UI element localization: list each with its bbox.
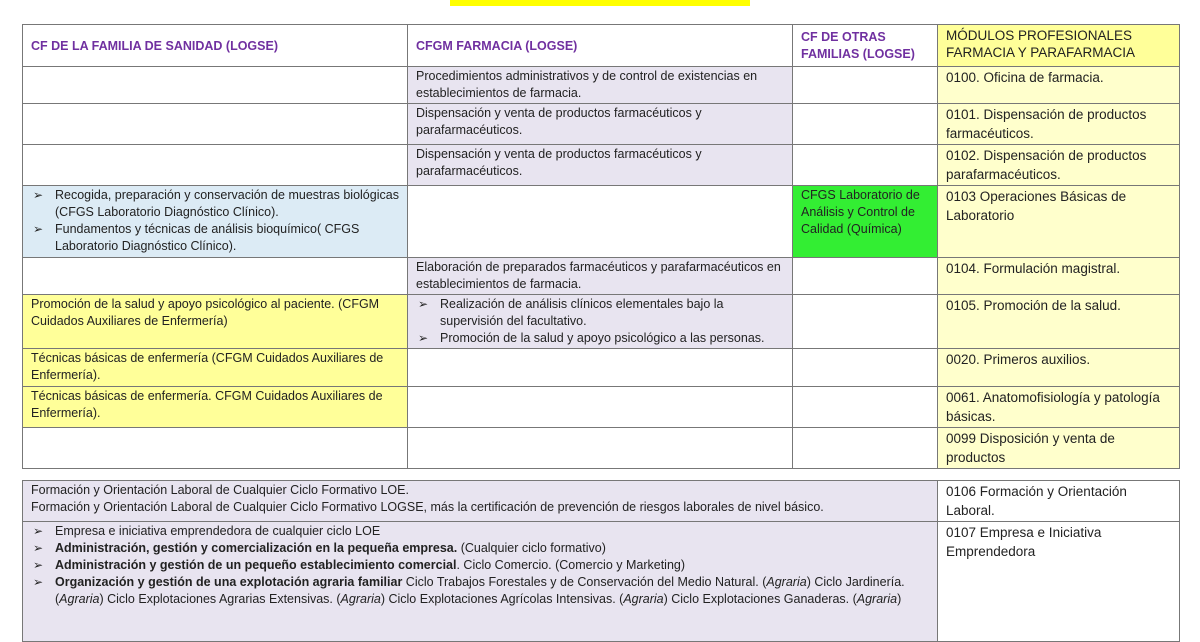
- table-row: [23, 186, 1180, 258]
- header-modulos-line1: MÓDULOS PROFESIONALES: [946, 28, 1133, 43]
- list-item-rest: ) Ciclo Jardinería. (: [55, 575, 905, 606]
- cell-otras: [793, 67, 938, 104]
- cell-otras: CFGS Laboratorio de Análisis y Control de Calidad (Química): [793, 186, 938, 258]
- cell-modulo: 0099 Disposición y venta de productos: [938, 428, 1180, 469]
- cell-farmacia: [408, 349, 793, 387]
- cell-sanidad: Técnicas básicas de enfermería (CFGM Cuidados Auxiliares de Enfermería).: [23, 349, 408, 387]
- list-item-rest: (Cualquier ciclo formativo): [457, 541, 606, 555]
- list-item-rest: ) Ciclo Explotaciones Agrícolas Intensivas. (: [380, 592, 624, 606]
- list-item-bold: Administración y gestión de un pequeño establecimiento comercial: [55, 558, 457, 572]
- cell-modulo: 0107 Empresa e Iniciativa Emprendedora: [938, 522, 1180, 642]
- agraria-label: Agraria: [623, 592, 664, 606]
- table-row: [23, 387, 1180, 428]
- list-item-bold: Administración, gestión y comercialización en la pequeña empresa.: [55, 541, 458, 555]
- list-item: ➢ Fundamentos y técnicas de análisis bioquímico( CFGS Laboratorio Diagnóstico Clínico).: [31, 221, 401, 255]
- cell-sanidad: Promoción de la salud y apoyo psicológico al paciente. (CFGM Cuidados Auxiliares de Enfermería): [23, 295, 408, 349]
- cell-farmacia: Elaboración de preparados farmacéuticos y parafarmacéuticos en establecimientos de farmacia.: [408, 258, 793, 295]
- fol-eie-table: [22, 480, 1180, 642]
- cell-fol-origen: [23, 481, 938, 522]
- list-item-rest: ) Ciclo Explotaciones Ganaderas. (: [663, 592, 857, 606]
- cell-farmacia: [408, 186, 793, 258]
- cell-sanidad: [23, 186, 408, 258]
- table-row: [23, 428, 1180, 469]
- cell-modulo: 0102. Dispensación de productos parafarmacéuticos.: [938, 145, 1180, 186]
- table-row: [23, 349, 1180, 387]
- equivalence-table: [22, 24, 1180, 469]
- cell-sanidad: [23, 428, 408, 469]
- cell-sanidad: [23, 258, 408, 295]
- list-item: ➢ Realización de análisis clínicos elementales bajo la supervisión del facultativo.: [416, 296, 786, 330]
- cell-sanidad: Técnicas básicas de enfermería. CFGM Cuidados Auxiliares de Enfermería).: [23, 387, 408, 428]
- cell-modulo: 0103 Operaciones Básicas de Laboratorio: [938, 186, 1180, 258]
- cell-modulo: 0106 Formación y Orientación Laboral.: [938, 481, 1180, 522]
- list-item: ➢ Promoción de la salud y apoyo psicológico a las personas.: [416, 330, 786, 347]
- cell-sanidad: [23, 104, 408, 145]
- cell-eie-origen: [23, 522, 938, 642]
- header-otras: CF DE OTRAS FAMILIAS (LOGSE): [793, 25, 938, 67]
- cell-otras: [793, 145, 938, 186]
- header-farmacia: CFGM FARMACIA (LOGSE): [408, 25, 793, 67]
- cell-otras: [793, 295, 938, 349]
- cell-farmacia: [408, 295, 793, 349]
- cell-modulo: 0061. Anatomofisiología y patología básicas.: [938, 387, 1180, 428]
- cell-farmacia: Procedimientos administrativos y de control de existencias en establecimientos de farmacia.: [408, 67, 793, 104]
- table-row: [23, 145, 1180, 186]
- cell-sanidad: [23, 145, 408, 186]
- list-item: [31, 557, 931, 574]
- eie-list: [31, 523, 931, 608]
- agraria-label: Agraria: [856, 592, 898, 606]
- table-row: [23, 522, 1180, 642]
- header-sanidad: CF DE LA FAMILIA DE SANIDAD (LOGSE): [23, 25, 408, 67]
- list-item-bold: Organización y gestión de una explotación agraria familiar: [55, 575, 403, 589]
- cell-sanidad: [23, 67, 408, 104]
- fol-line-loe: Formación y Orientación Laboral de Cualquier Ciclo Formativo LOE.: [31, 483, 409, 497]
- agraria-label: Agraria: [340, 592, 381, 606]
- list-item: [31, 574, 931, 608]
- cell-otras: [793, 428, 938, 469]
- cell-farmacia: [408, 428, 793, 469]
- table-row: [23, 104, 1180, 145]
- agraria-label: Agraria: [766, 575, 807, 589]
- agraria-label: Agraria: [59, 592, 100, 606]
- cell-otras: [793, 258, 938, 295]
- cell-modulo: 0104. Formulación magistral.: [938, 258, 1180, 295]
- top-title-highlight: [450, 0, 750, 6]
- list-item-rest: . Ciclo Comercio. (Comercio y Marketing): [456, 558, 686, 572]
- cell-farmacia: [408, 387, 793, 428]
- cell-modulo: 0101. Dispensación de productos farmacéuticos.: [938, 104, 1180, 145]
- table-row: [23, 258, 1180, 295]
- list-item: ➢ Recogida, preparación y conservación de muestras biológicas (CFGS Laboratorio Diagnóstico Clínico).: [31, 187, 401, 221]
- list-item: [31, 540, 931, 557]
- cell-modulo: 0020. Primeros auxilios.: [938, 349, 1180, 387]
- header-modulos-line2: FARMACIA Y PARAFARMACIA: [946, 45, 1136, 60]
- list-item-rest: Ciclo Trabajos Forestales y de Conservación del Medio Natural. (: [402, 575, 767, 589]
- cell-otras: [793, 104, 938, 145]
- table-row: [23, 481, 1180, 522]
- table-row: [23, 295, 1180, 349]
- cell-modulo: 0100. Oficina de farmacia.: [938, 67, 1180, 104]
- list-item: ➢ Empresa e iniciativa emprendedora de cualquier ciclo LOE: [31, 523, 931, 540]
- sanidad-list: [31, 187, 401, 255]
- list-item-rest: ) Ciclo Explotaciones Agrarias Extensivas. (: [99, 592, 341, 606]
- cell-farmacia: Dispensación y venta de productos farmacéuticos y parafarmacéuticos.: [408, 145, 793, 186]
- header-row: [23, 25, 1180, 67]
- cell-farmacia: Dispensación y venta de productos farmacéuticos y parafarmacéuticos.: [408, 104, 793, 145]
- fol-line-logse: Formación y Orientación Laboral de Cualquier Ciclo Formativo LOGSE, más la certificación de prevención de riesgos laborales de nivel básico.: [31, 500, 824, 514]
- cell-otras: [793, 387, 938, 428]
- cell-modulo: 0105. Promoción de la salud.: [938, 295, 1180, 349]
- table-row: [23, 67, 1180, 104]
- cell-otras: [793, 349, 938, 387]
- list-item-rest: ): [897, 592, 902, 606]
- header-modulos: [938, 25, 1180, 67]
- farmacia-list: [416, 296, 786, 347]
